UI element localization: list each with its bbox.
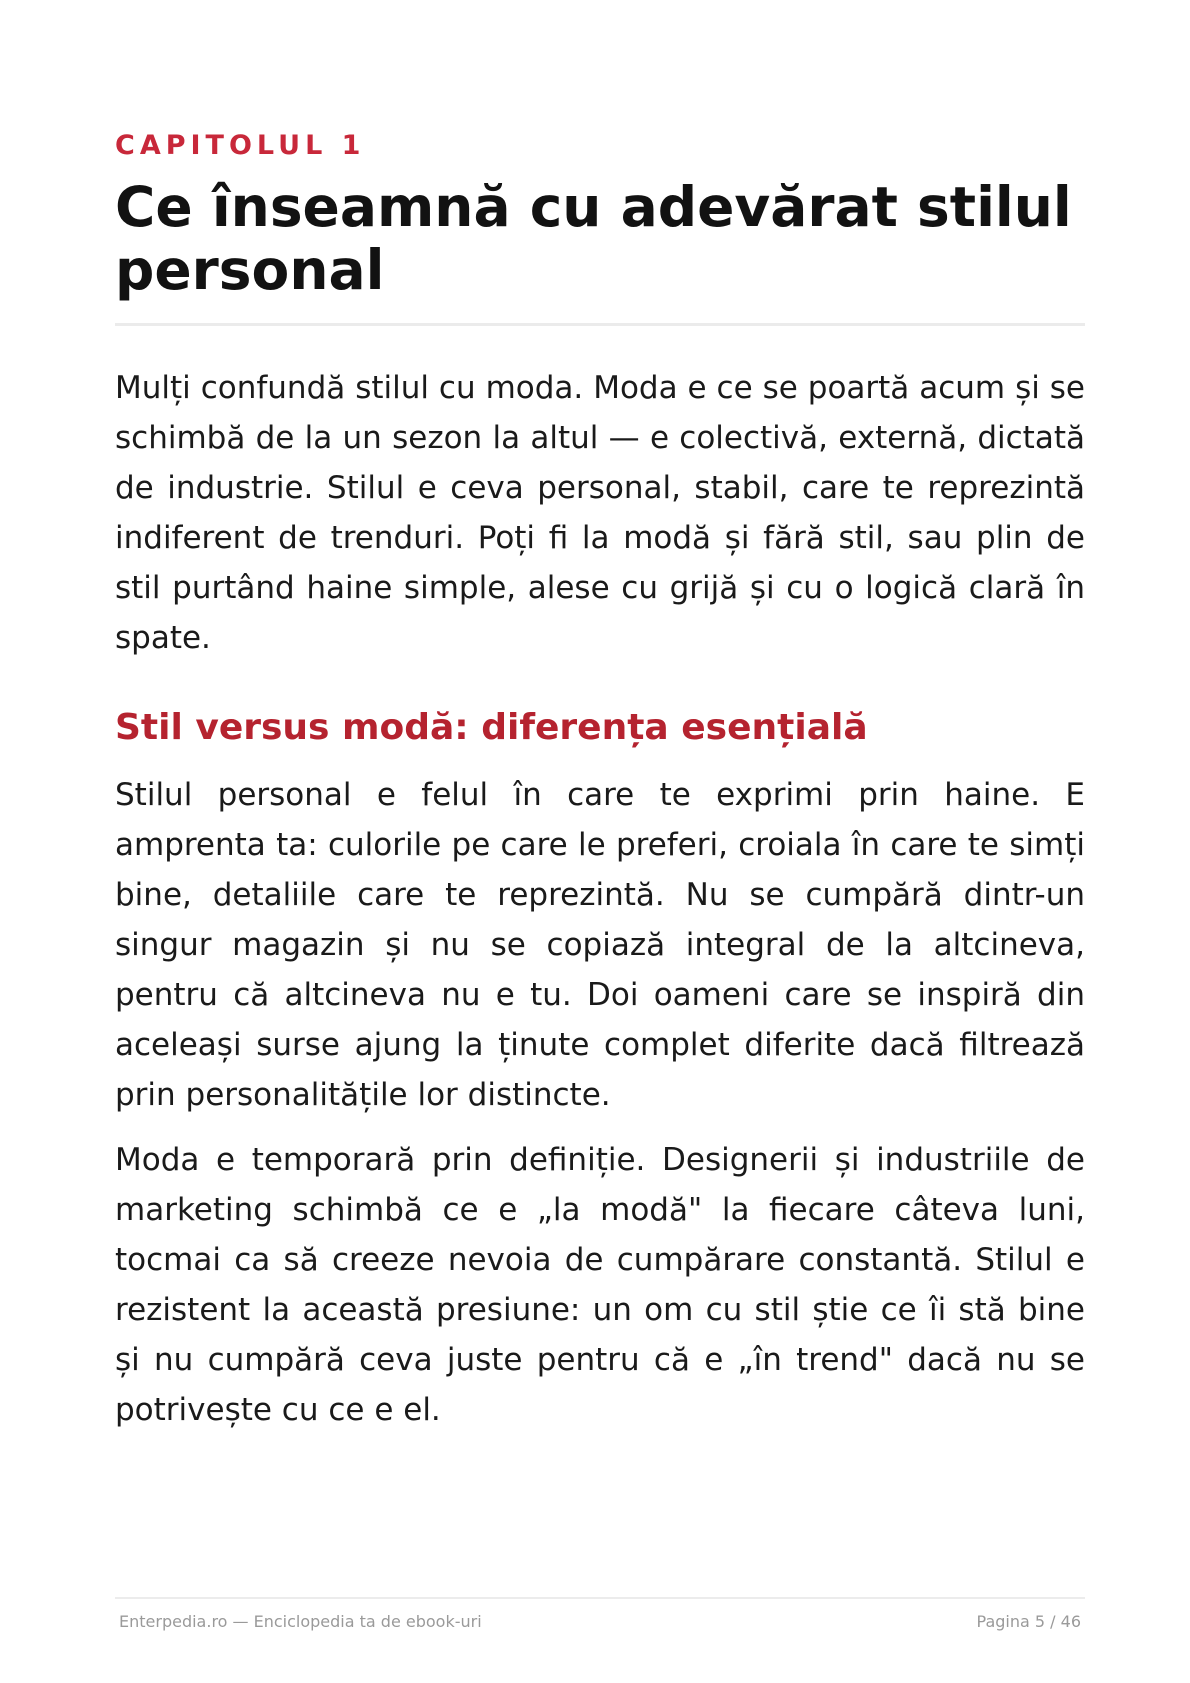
title-divider (115, 323, 1085, 326)
intro-paragraph: Mulți confundă stilul cu moda. Moda e ce se poartă acum și se schimbă de la un sezon la altul — e colectivă, externă, dictată de industrie. Stilul e ceva personal, stabil, care te reprezintă indiferent de trenduri. Poți fi la modă și fără stil, sau plin de stil purtând haine simple, alese cu grijă și cu o logică clară în spate. (115, 370, 1085, 656)
chapter-title: Ce înseamnă cu adevărat stilul personal (115, 175, 1072, 302)
document-page (115, 0, 1085, 1683)
footer-divider (115, 1597, 1085, 1599)
section-heading: Stil versus modă: diferența esențială (115, 707, 868, 748)
body-paragraph: Stilul personal e felul în care te exprimi prin haine. E amprenta ta: culorile pe care le preferi, croiala în care te simți bine, detaliile care te reprezintă. Nu se cumpără dintr-un singur magazin și nu se copiază integral de la altcineva, pentru că altcineva nu e tu. Doi oameni care se inspiră din aceleași surse ajung la ținute complet diferite dacă filtrează prin personalitățile lor distincte. (115, 777, 1085, 1113)
chapter-label: CAPITOLUL 1 (115, 130, 366, 161)
body-paragraph: Moda e temporară prin definiție. Designerii și industriile de marketing schimbă ce e „la modă" la fiecare câteva luni, tocmai ca să creeze nevoia de cumpărare constantă. Stilul e rezistent la această presiune: un om cu stil știe ce îi stă bine și nu cumpără ceva juste pentru că e „în trend" dacă nu se potrivește cu ce e el. (115, 1142, 1085, 1428)
footer-source: Enterpedia.ro — Enciclopedia ta de ebook-uri (119, 1612, 482, 1631)
page-number: Pagina 5 / 46 (976, 1612, 1081, 1631)
